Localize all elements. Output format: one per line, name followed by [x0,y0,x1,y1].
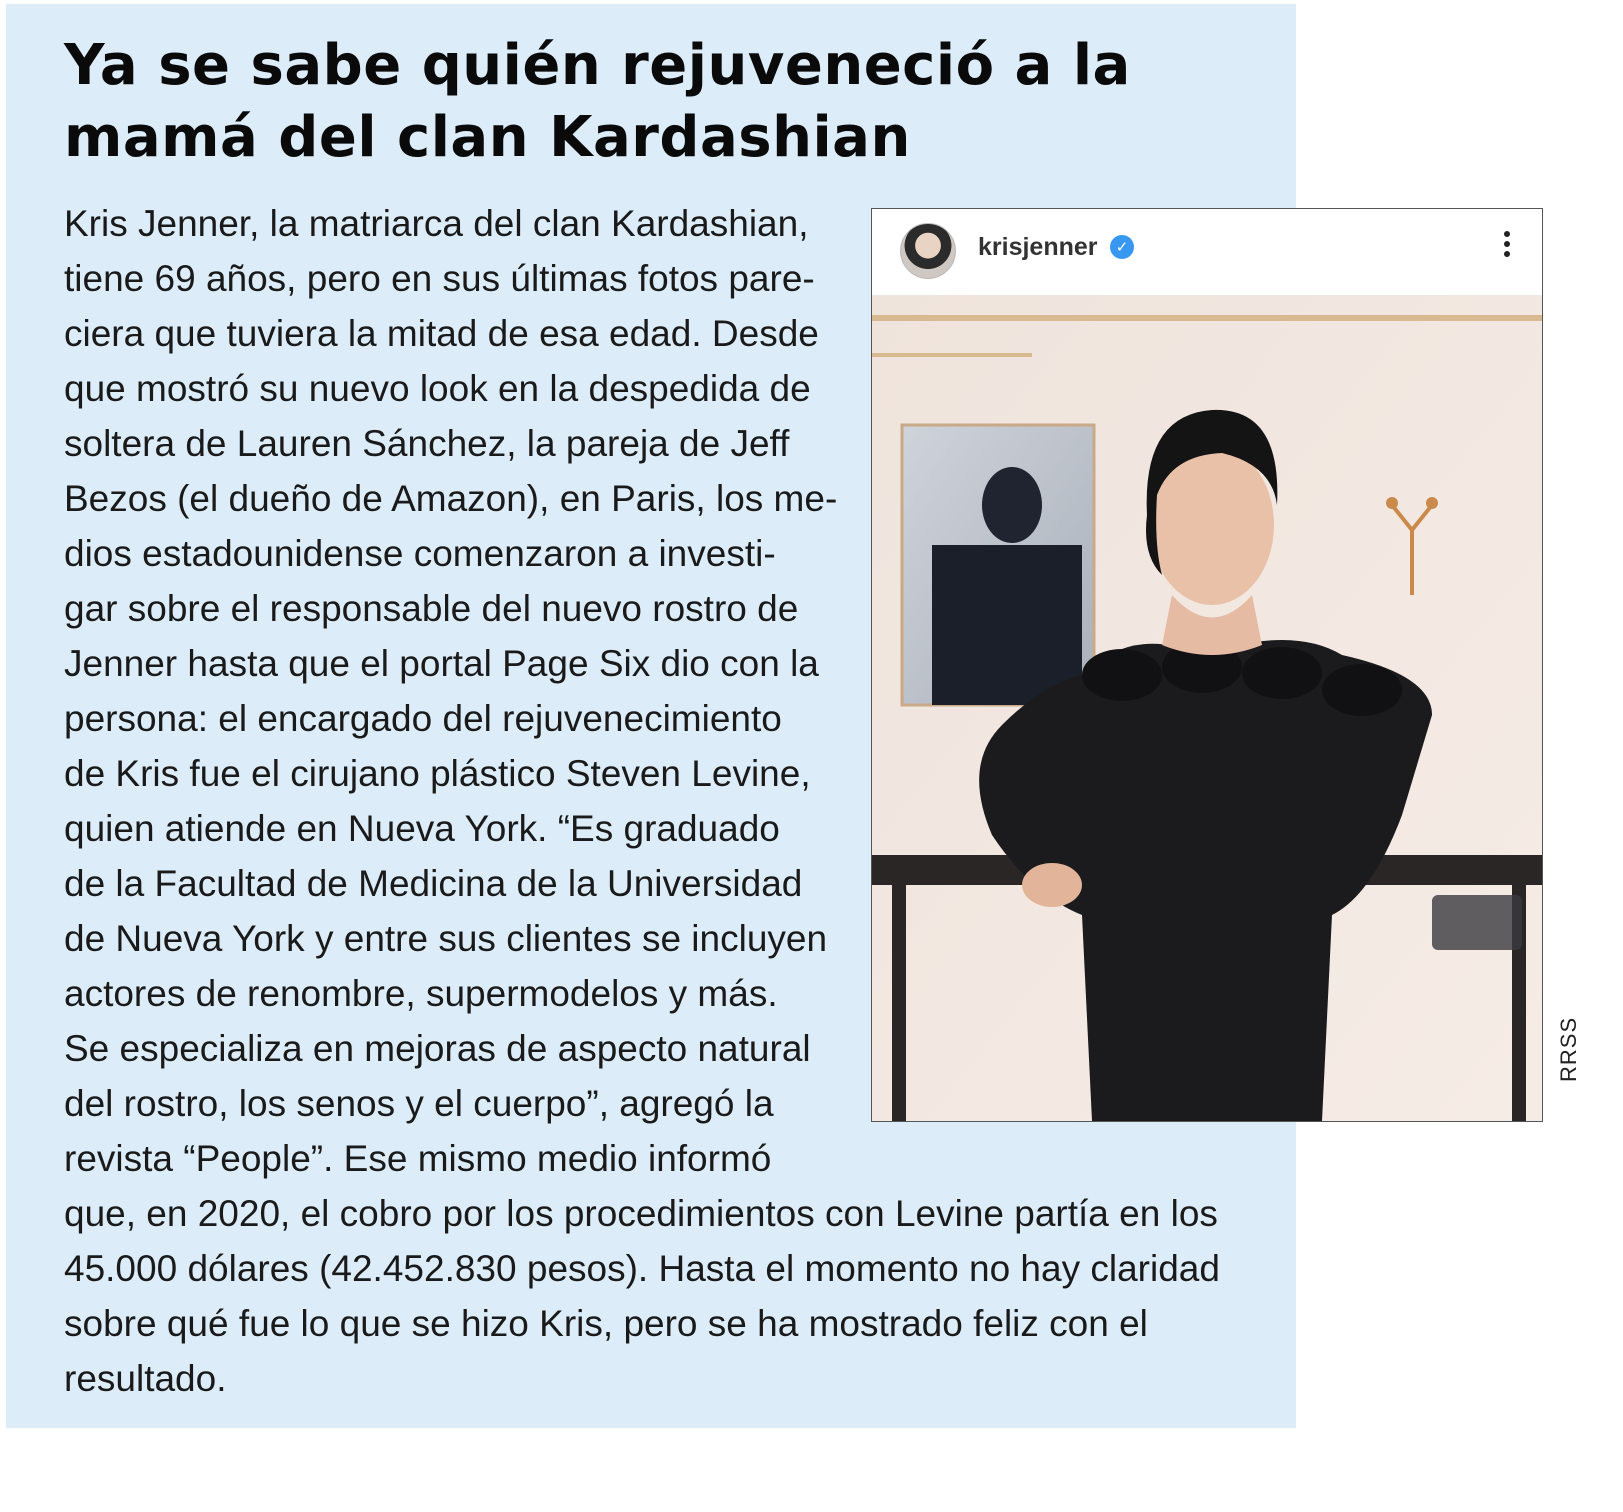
body-line: ciera que tuviera la mitad de esa edad. Desde [64,313,819,354]
makeup-bag [1432,895,1522,950]
mirror-reflection [982,467,1042,543]
body-line: que, en 2020, el cobro por los procedimientos con Levine partía en los [64,1193,1218,1234]
body-line: resultado. [64,1358,227,1399]
body-line: sobre qué fue lo que se hizo Kris, pero se ha mostrado feliz con el [64,1303,1148,1344]
profile-avatar[interactable] [900,223,956,279]
body-line: Kris Jenner, la matriarca del clan Kardashian, [64,203,809,244]
photo-credit: RRSS [1556,1016,1581,1082]
instagram-post-screenshot [871,208,1543,1122]
post-photo [872,295,1542,1121]
dress-bow [1082,649,1162,701]
body-line: 45.000 dólares (42.452.830 pesos). Hasta el momento no hay claridad [64,1248,1220,1289]
body-line: Se especializa en mejoras de aspecto natural [64,1028,811,1069]
verified-badge-icon: ✓ [1110,235,1134,259]
body-line: persona: el encargado del rejuvenecimiento [64,698,782,739]
hand [1022,863,1082,907]
body-line: gar sobre el responsable del nuevo rostro de [64,588,799,629]
more-options-icon[interactable] [1502,227,1512,267]
dress-bow [1242,647,1322,699]
moulding [872,353,1032,357]
headline [64,30,1264,174]
table-leg [892,885,906,1121]
body-line: quien atiende en Nueva York. “Es graduado [64,808,780,849]
dress-bow [1322,664,1402,716]
mirror-reflection [932,545,1082,705]
body-line: revista “People”. Ese mismo medio informó [64,1138,772,1179]
body-line: tiene 69 años, pero en sus últimas fotos pare- [64,258,815,299]
headline-line-2: mamá del clan Kardashian [64,105,911,170]
body-line: soltera de Lauren Sánchez, la pareja de Jeff [64,423,790,464]
body-line: del rostro, los senos y el cuerpo”, agregó la [64,1083,774,1124]
sconce-light [1426,497,1438,509]
body-line: Bezos (el dueño de Amazon), en Paris, los me- [64,478,838,519]
sconce-light [1386,497,1398,509]
body-line: que mostró su nuevo look en la despedida de [64,368,811,409]
body-line: de Kris fue el cirujano plástico Steven Levine, [64,753,811,794]
body-line: dios estadounidense comenzaron a investi- [64,533,776,574]
profile-username[interactable]: krisjenner [978,233,1098,261]
body-line: Jenner hasta que el portal Page Six dio con la [64,643,819,684]
instagram-post-header [872,209,1542,295]
body-line: actores de renombre, supermodelos y más. [64,973,778,1014]
body-line: de Nueva York y entre sus clientes se incluyen [64,918,828,959]
moulding [872,315,1542,321]
body-line: de la Facultad de Medicina de la Universidad [64,863,803,904]
headline-line-1: Ya se sabe quién rejuveneció a la [64,33,1131,98]
